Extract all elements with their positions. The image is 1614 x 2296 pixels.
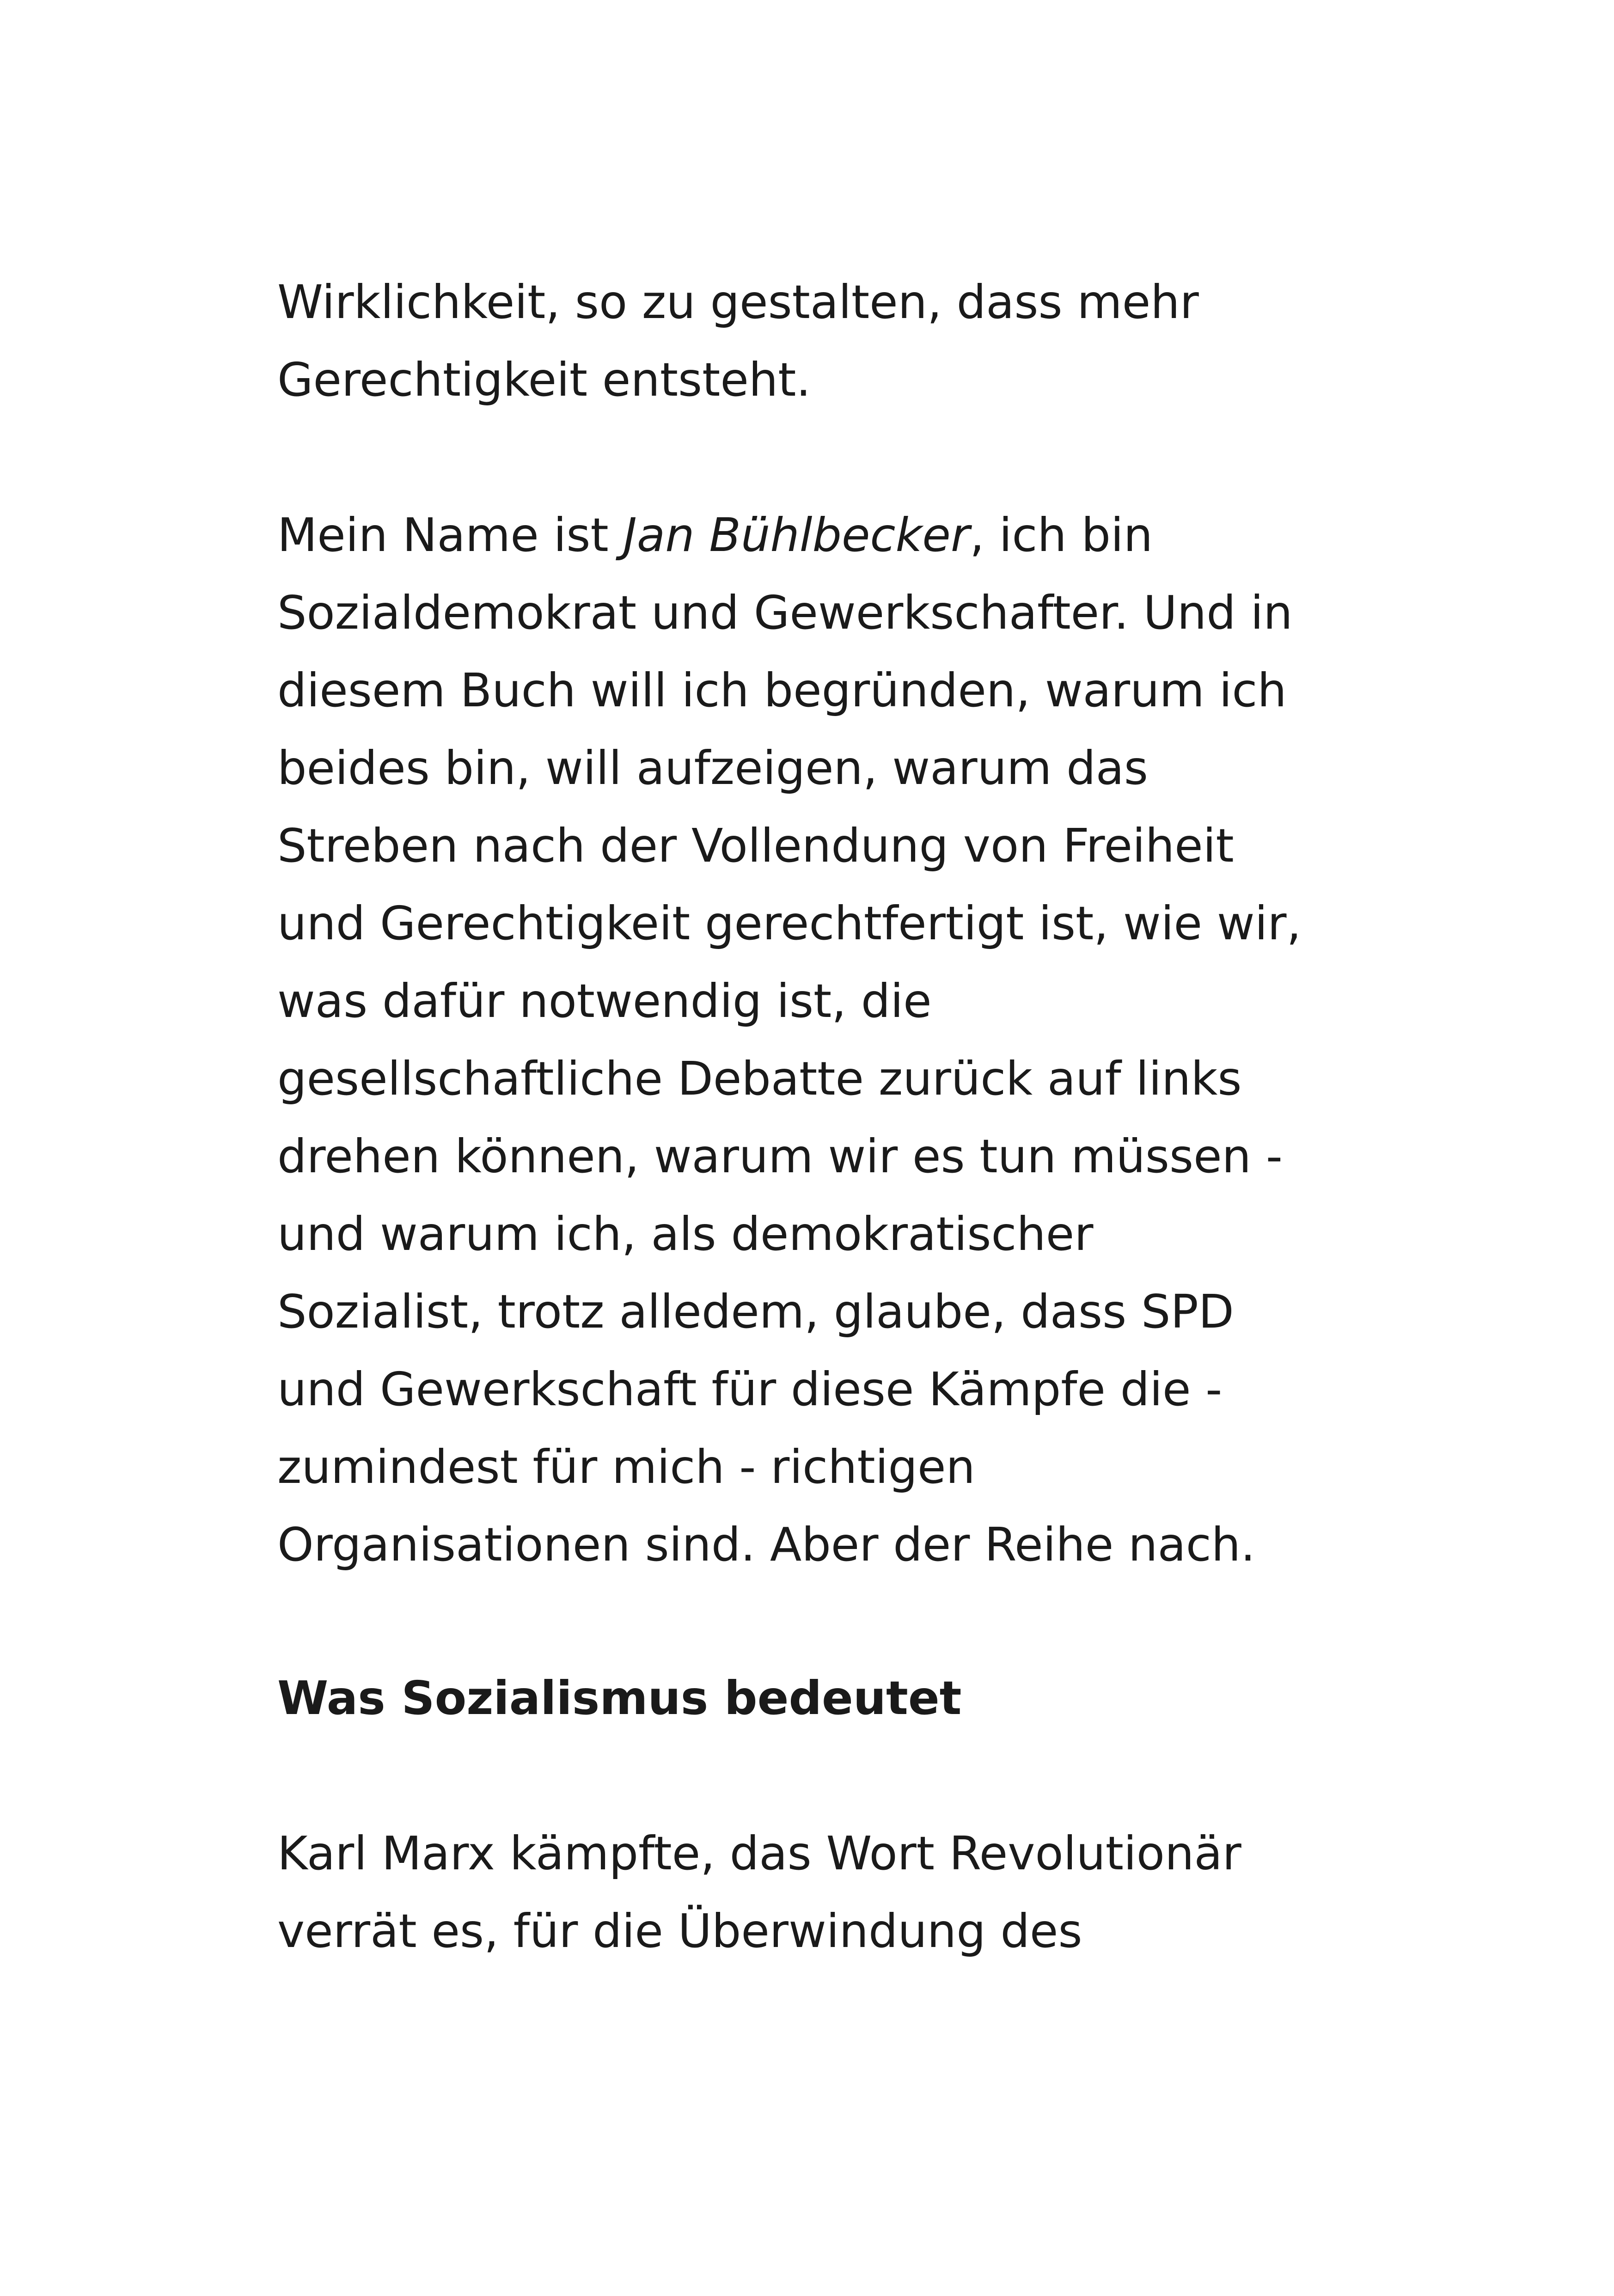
text-line: zumindest für mich - richtigen [277, 1440, 975, 1494]
text-line: was dafür notwendig ist, die [277, 974, 932, 1028]
text-line: Organisationen sind. Aber der Reihe nach. [277, 1518, 1255, 1572]
paragraph-marx [277, 1815, 1359, 1970]
text-line: diesem Buch will ich begründen, warum ich [277, 663, 1287, 717]
text-line: gesellschaftliche Debatte zurück auf links [277, 1052, 1242, 1106]
text-line: Sozialist, trotz alledem, glaube, dass SPD [277, 1285, 1234, 1339]
paragraph-intro [277, 263, 1359, 419]
text-line: Wirklichkeit, so zu gestalten, dass mehr [277, 275, 1199, 329]
text-line: beides bin, will aufzeigen, warum das [277, 741, 1149, 795]
text-line: Karl Marx kämpfte, das Wort Revolutionär [277, 1826, 1241, 1880]
text-line: und Gerechtigkeit gerechtfertigt ist, wie wir, [277, 896, 1302, 950]
text-span: Mein Name ist [277, 508, 624, 562]
text-line: und Gewerkschaft für diese Kämpfe die - [277, 1362, 1223, 1416]
text-line: und warum ich, als demokratischer [277, 1207, 1094, 1261]
text-line: drehen können, warum wir es tun müssen - [277, 1129, 1283, 1183]
heading-text: Was Sozialismus bedeutet [277, 1671, 962, 1725]
section-heading [277, 1659, 1359, 1737]
text-line: Streben nach der Vollendung von Freiheit [277, 819, 1234, 873]
paragraph-author [277, 496, 1359, 1584]
text-line: Sozialdemokrat und Gewerkschafter. Und in [277, 586, 1293, 640]
text-line: verrät es, für die Überwindung des [277, 1904, 1082, 1958]
text-span: , ich bin [970, 508, 1153, 562]
author-name: Jan Bühlbecker [623, 508, 970, 562]
text-line: Gerechtigkeit entsteht. [277, 353, 811, 407]
text-line [277, 496, 1359, 574]
